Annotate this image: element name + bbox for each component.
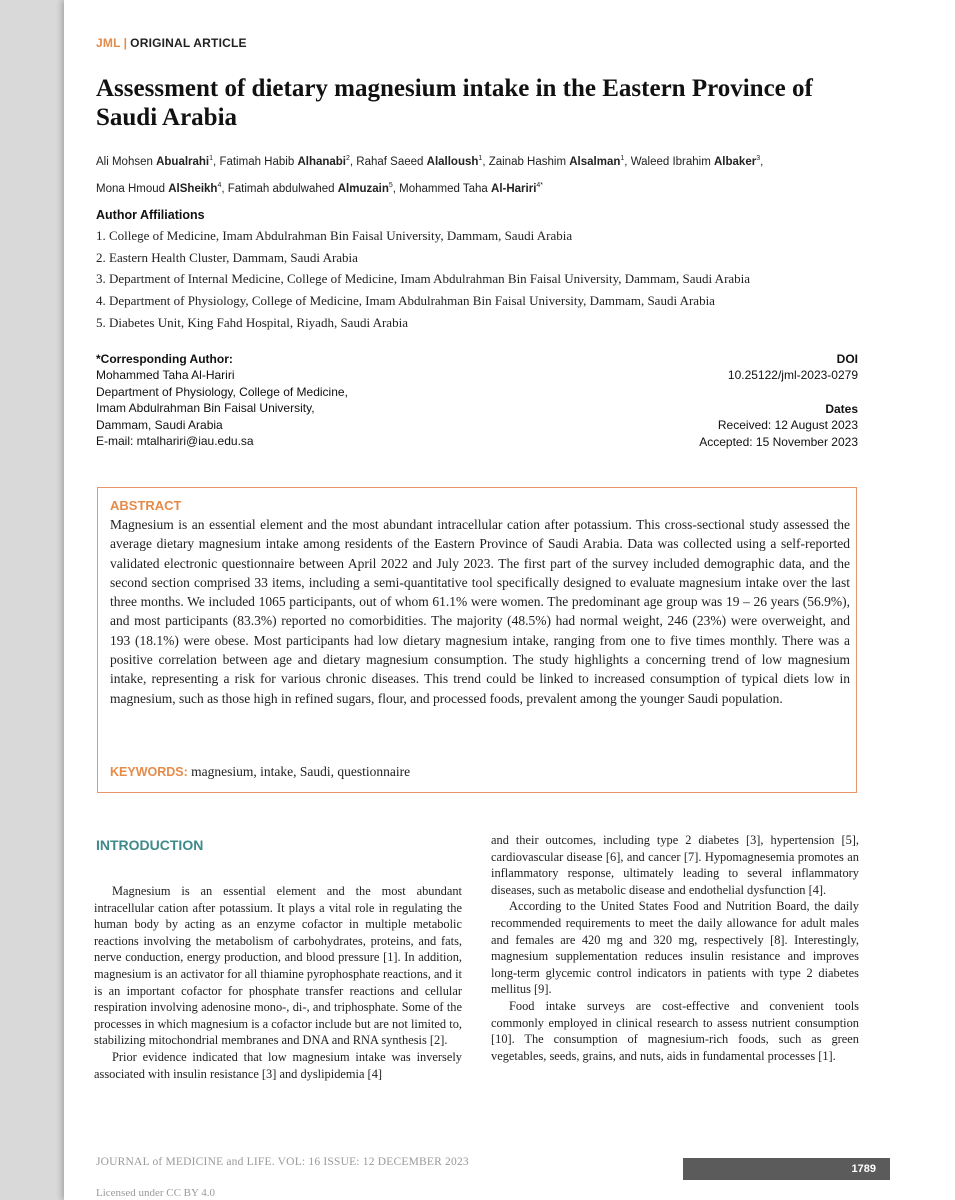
author[interactable]: Fatimah abdulwahed Almuzain$^5$: [227, 181, 393, 195]
introduction-heading: INTRODUCTION: [96, 837, 204, 853]
body-column-right: [491, 832, 859, 1064]
author[interactable]: Fatimah Habib Alhanabi$^2$: [219, 155, 350, 168]
dates-label: Dates: [825, 401, 858, 416]
article-meta: [598, 351, 858, 450]
paragraph: and their outcomes, including type 2 diabetes [3], hypertension [5], cardiovascular disease [6], and cancer [7]. Hypomagnesemia promotes an inflammatory response, ultimately leading to several inflammatory diseases, such as metabolic disease and endothelial dysfunction [4].: [491, 833, 859, 897]
keywords-value: magnesium, intake, Saudi, questionnaire: [191, 764, 411, 779]
keywords-label: KEYWORDS:: [110, 765, 188, 779]
article-type: ORIGINAL ARTICLE: [130, 36, 247, 50]
corresponding-dept: Department of Physiology, College of Medicine,: [96, 384, 348, 399]
author[interactable]: Mohammed Taha Al-Hariri$^{4*}$: [399, 181, 544, 195]
affiliation-item: 2. Eastern Health Cluster, Dammam, Saudi Arabia: [96, 249, 358, 265]
body-column-left: [94, 883, 462, 1082]
corresponding-author: [96, 351, 426, 449]
article-page: [64, 0, 955, 1200]
affiliation-item: 1. College of Medicine, Imam Abdulrahman Bin Faisal University, Dammam, Saudi Arabia: [96, 228, 573, 243]
author[interactable]: Ali Mohsen Abualrahi$^1$: [96, 155, 214, 168]
corresponding-label: *Corresponding Author:: [96, 352, 233, 366]
affiliations-list: [96, 225, 896, 334]
header-separator: |: [123, 36, 128, 50]
author-list: Ali Mohsen Abualrahi$^1$, Fatimah Habib Alhanabi$^2$, Rahaf Saeed Alalloush$^1$, Zainab Hashim Alsalman$^1$, Waleed Ibrahim Albaker$^3$, Mona Hmoud AlSheikh$^4$, Fatimah abdulwahed Almuzain$^5$, Mohammed Taha Al-Hariri$^{4*}$: [96, 155, 764, 195]
affiliation-item: 5. Diabetes Unit, King Fahd Hospital, Riyadh, Saudi Arabia: [96, 314, 408, 330]
corresponding-univ: Imam Abdulrahman Bin Faisal University,: [96, 401, 315, 416]
author[interactable]: Mona Hmoud AlSheikh$^4$: [96, 181, 222, 195]
affiliation-item: 3. Department of Internal Medicine, College of Medicine, Imam Abdulrahman Bin Faisal University, Dammam, Saudi Arabia: [96, 271, 751, 287]
accepted-date: Accepted: 15 November 2023: [699, 434, 858, 449]
journal-header: [96, 36, 247, 50]
license-text: Licensed under CC BY 4.0: [96, 1187, 216, 1199]
paragraph: Food intake surveys are cost-effective and convenient tools commonly employed in clinical research to assess nutrient consumption [10]. The consumption of magnesium-rich foods, such as green vegetables, seeds, grains, and nuts, aids in fundamental processes [1].: [491, 998, 859, 1063]
author[interactable]: Zainab Hashim Alsalman$^1$: [488, 155, 625, 168]
author[interactable]: Waleed Ibrahim Albaker$^3$: [630, 155, 761, 168]
corresponding-city: Dammam, Saudi Arabia: [96, 417, 223, 432]
received-date: Received: 12 August 2023: [717, 418, 858, 433]
paragraph: Magnesium is an essential element and the most abundant intracellular cation after potassium. It plays a vital role in regulating the human body by acting as an enzyme cofactor in multiple metabolic reactions involving the metabolism of carbohydrates, proteins, and fats, nerve conduction, energy production, and blood pressure [1]. In addition, magnesium is an activator for all thiamine pyrophosphate reactions, and it is an important cofactor for phosphate transfer reactions and cellular respiration involving adenosine mono-, di-, and triphosphate. Some of the processes in which magnesium is a cofactor include but are not limited to, stabilizing mitochondrial membranes and DNA and RNA synthesis [2].: [94, 884, 462, 1048]
affiliations-heading: Author Affiliations: [96, 208, 205, 222]
footer-journal-line: JOURNAL of MEDICINE and LIFE. VOL: 16 ISSUE: 12 DECEMBER 2023: [96, 1156, 469, 1168]
author[interactable]: Rahaf Saeed Alalloush$^1$: [356, 155, 483, 168]
paragraph: Prior evidence indicated that low magnesium intake was inversely associated with insulin resistance [3] and dyslipidemia [4]: [94, 1049, 462, 1081]
page-number: 1789: [683, 1158, 890, 1180]
doi-label: DOI: [836, 352, 858, 366]
article-title: Assessment of dietary magnesium intake in the Eastern Province of Saudi Arabia: [96, 75, 813, 131]
corresponding-name: Mohammed Taha Al-Hariri: [96, 368, 235, 383]
abstract-text: Magnesium is an essential element and the most abundant intracellular cation after potassium. This cross-sectional study assessed the average dietary magnesium intake among residents of the Eastern Province of Saudi Arabia. Data was collected using a self-reported validated electronic questionnaire between April 2022 and July 2023. The first part of the survey included demographic data, and the second section comprised 33 items, including a semi-quantitative tool specifically designed to evaluate magnesium intake over the last three months. We included 1065 participants, out of whom 61.1% were women. The predominant age group was 19 – 26 years (56.9%), and most participants (83.3%) reported no comorbidities. The majority (48.5%) had normal weight, 246 (23%) were overweight, and 193 (18.1%) were obese. Most participants had low dietary magnesium intake, ranging from one to five times monthly. There was a positive correlation between age and dietary magnesium consumption. The study highlights a concerning trend of low magnesium intake, representing a risk for various chronic diseases. This trend could be linked to increased consumption of typical diets low in magnesium, such as those high in refined sugars, flour, and processed foods, prevalent among the younger Saudi population.: [110, 517, 850, 706]
keywords: [110, 764, 410, 780]
journal-abbrev: JML: [96, 36, 121, 50]
affiliation-item: 4. Department of Physiology, College of Medicine, Imam Abdulrahman Bin Faisal University, Dammam, Saudi Arabia: [96, 293, 715, 309]
doi-value[interactable]: 10.25122/jml-2023-0279: [727, 368, 858, 383]
paragraph: According to the United States Food and Nutrition Board, the daily recommended requirements to meet the daily allowance for adult males and females are 420 mg and 320 mg, respectively [8]. Interestingly, magnesium supplementation reduces insulin resistance and improves long-term glycemic control indicators in patients with type 2 diabetes mellitus [9].: [491, 899, 859, 997]
abstract-heading: ABSTRACT: [110, 498, 182, 513]
corresponding-email[interactable]: E-mail: mtalhariri@iau.edu.sa: [96, 434, 254, 449]
